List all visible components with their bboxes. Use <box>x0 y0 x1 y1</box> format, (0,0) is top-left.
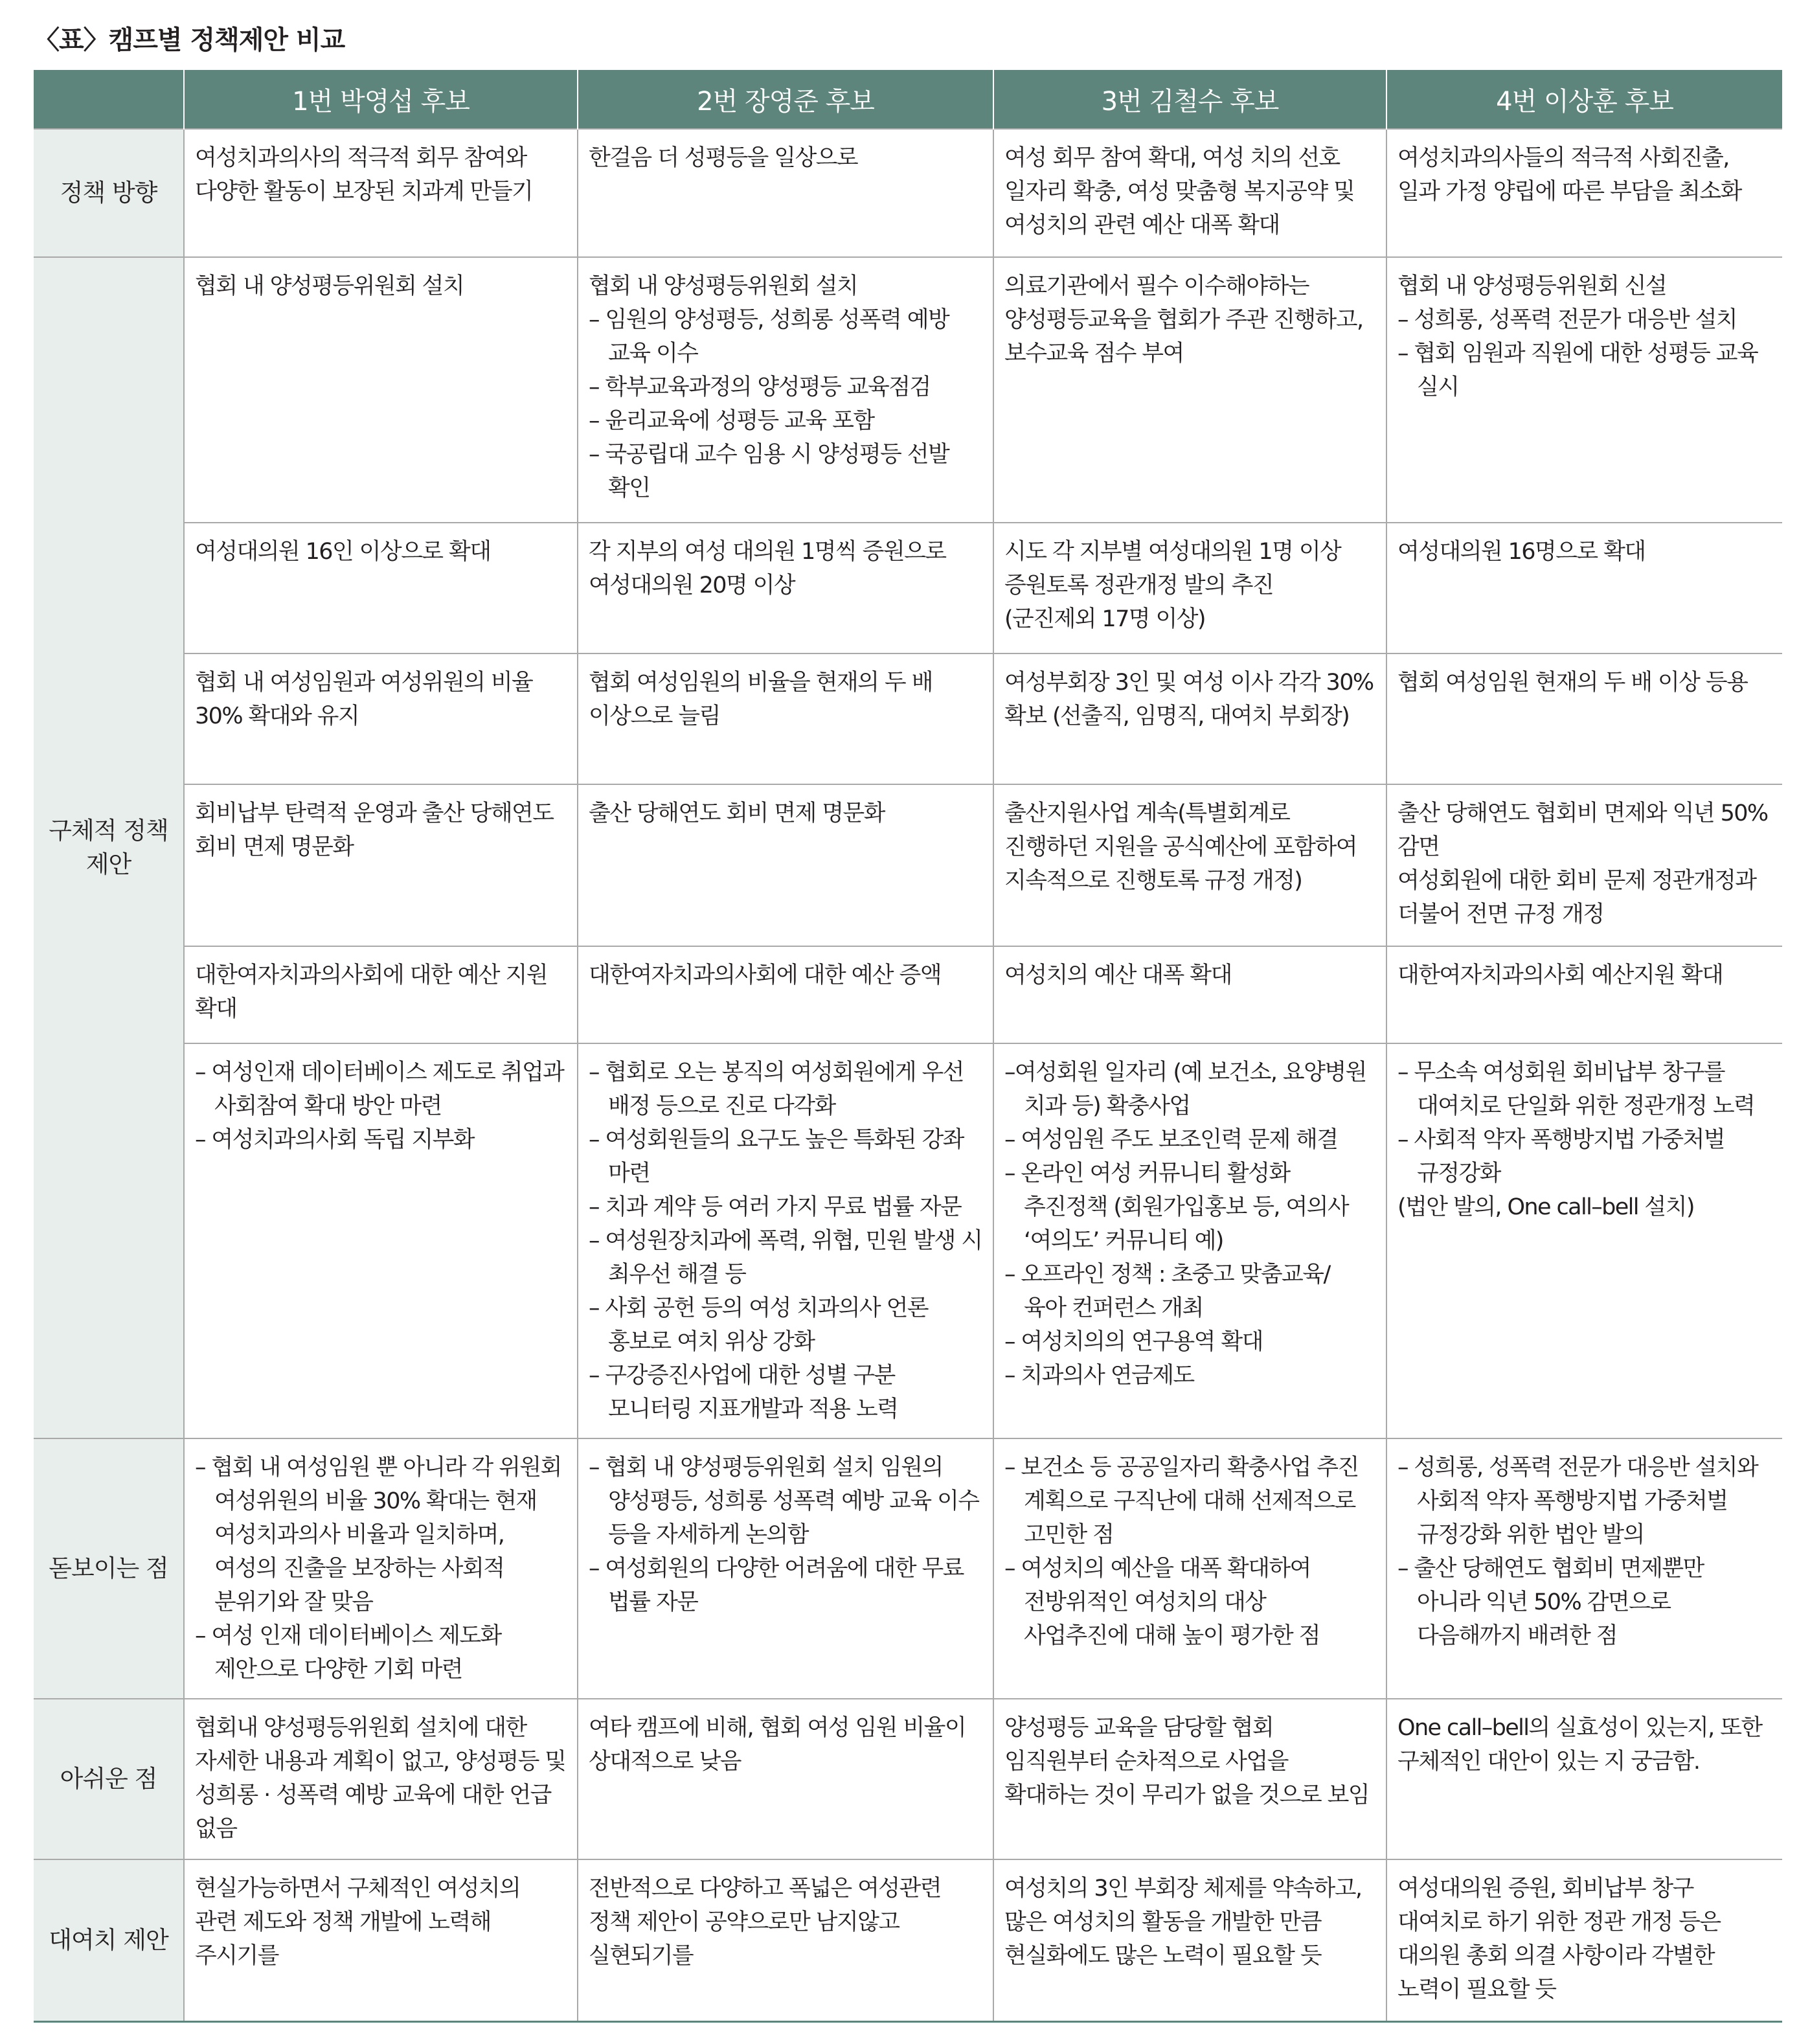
table-row <box>34 784 1782 946</box>
cell-text: 대한여자치과의사회에 대한 예산 증액 <box>589 962 941 988</box>
table-row <box>34 1699 1782 1859</box>
row-header-text: 대여치 제안 <box>49 1925 168 1954</box>
cell-text: – 치과 계약 등 여러 가지 무료 법률 자문 <box>589 1194 962 1220</box>
cell-text: 여성대의원 16명으로 확대 <box>1397 539 1646 565</box>
cell-text: – 여성회원의 다양한 어려움에 대한 무료 법률 자문 <box>589 1556 964 1615</box>
cell-text: – 여성 인재 데이터베이스 제도화 제안으로 다양한 기회 마련 <box>195 1623 501 1683</box>
cell-candidate-4 <box>1386 1438 1782 1699</box>
cell-text: 협회내 양성평등위원회 설치에 대한 자세한 내용과 계획이 없고, 양성평등 및 성희롱 · 성폭력 예방 교육에 대한 언급 없음 <box>195 1715 566 1842</box>
cell-text: – 여성치과의사회 독립 지부화 <box>195 1127 474 1153</box>
cell-text: – 성희롱, 성폭력 전문가 대응반 설치와 사회적 약자 폭행방지법 가중처벌 규정강화 위한 법안 발의 <box>1397 1455 1758 1548</box>
cell-text: – 사회적 약자 폭행방지법 가중처벌 규정강화 <box>1397 1127 1725 1187</box>
cell-text: 협회 내 양성평등위원회 신설 <box>1397 273 1667 299</box>
cell-text: 협회 내 여성임원과 여성위원의 비율 30% 확대와 유지 <box>195 670 533 729</box>
cell-candidate-4 <box>1386 1043 1782 1438</box>
cell-text: – 여성회원들의 요구도 높은 특화된 강좌 마련 <box>589 1127 964 1187</box>
cell-text: – 협회 임원과 직원에 대한 성평등 교육 실시 <box>1397 341 1758 400</box>
cell-text: – 여성임원 주도 보조인력 문제 해결 <box>1004 1127 1338 1153</box>
cell-text: 현실가능하면서 구체적인 여성치의 관련 제도와 정책 개발에 노력해 주시기를 <box>195 1876 521 1969</box>
cell-candidate-3 <box>993 1043 1386 1438</box>
cell-text: 여타 캠프에 비해, 협회 여성 임원 비율이 상대적으로 낮음 <box>589 1715 966 1775</box>
cell-text: One call–bell의 실효성이 있는지, 또한 구체적인 대안이 있는 지 궁금함. <box>1397 1715 1762 1775</box>
row-header <box>34 1699 184 1859</box>
cell-candidate-3 <box>993 1438 1386 1699</box>
cell-candidate-3 <box>993 784 1386 946</box>
cell-candidate-1 <box>184 257 578 523</box>
cell-candidate-4 <box>1386 1859 1782 2021</box>
cell-text: 협회 내 양성평등위원회 설치 <box>589 273 858 299</box>
cell-text: 여성회원에 대한 회비 문제 정관개정과 더불어 전면 규정 개정 <box>1397 868 1756 927</box>
cell-text: – 여성인재 데이터베이스 제도로 취업과 사회참여 확대 방안 마련 <box>195 1060 564 1119</box>
cell-candidate-3 <box>993 653 1386 784</box>
cell-candidate-4 <box>1386 1699 1782 1859</box>
cell-candidate-2 <box>578 1438 993 1699</box>
cell-text: – 치과의사 연금제도 <box>1004 1363 1194 1389</box>
cell-text: 대한여자치과의사회 예산지원 확대 <box>1397 962 1723 988</box>
header-candidate-3: 3번 김철수 후보 <box>993 70 1386 129</box>
cell-candidate-3 <box>993 129 1386 257</box>
cell-text: 전반적으로 다양하고 폭넓은 여성관련 정책 제안이 공약으로만 남지않고 실현되기를 <box>589 1876 941 1969</box>
cell-text: – 성희롱, 성폭력 전문가 대응반 설치 <box>1397 307 1737 333</box>
cell-text: 한걸음 더 성평등을 일상으로 <box>589 145 858 171</box>
header-corner <box>34 70 184 129</box>
cell-candidate-2 <box>578 784 993 946</box>
header-candidate-1: 1번 박영섭 후보 <box>184 70 578 129</box>
cell-text: 회비납부 탄력적 운영과 출산 당해연도 회비 면제 명문화 <box>195 801 554 860</box>
cell-candidate-3 <box>993 523 1386 653</box>
cell-text: – 무소속 여성회원 회비납부 창구를 대여치로 단일화 위한 정관개정 노력 <box>1397 1060 1755 1119</box>
cell-text: –여성회원 일자리 (예 보건소, 요양병원 치과 등) 확충사업 <box>1004 1060 1366 1119</box>
cell-text: 협회 여성임원의 비율을 현재의 두 배 이상으로 늘림 <box>589 670 933 729</box>
row-header-text: 아쉬운 점 <box>60 1765 157 1793</box>
cell-candidate-1 <box>184 1438 578 1699</box>
cell-text: – 여성치의의 연구용역 확대 <box>1004 1329 1263 1355</box>
cell-text: – 여성원장치과에 폭력, 위협, 민원 발생 시 최우선 해결 등 <box>589 1228 982 1288</box>
cell-candidate-3 <box>993 257 1386 523</box>
cell-candidate-1 <box>184 946 578 1043</box>
cell-text: – 학부교육과정의 양성평등 교육점검 <box>589 374 931 400</box>
cell-candidate-1 <box>184 129 578 257</box>
cell-candidate-1 <box>184 784 578 946</box>
cell-text: 각 지부의 여성 대의원 1명씩 증원으로 여성대의원 20명 이상 <box>589 539 946 598</box>
cell-text: – 윤리교육에 성평등 교육 포함 <box>589 408 874 434</box>
table-row <box>34 946 1782 1043</box>
header-candidate-4: 4번 이상훈 후보 <box>1386 70 1782 129</box>
row-header <box>34 129 184 257</box>
table-header-row <box>34 70 1782 129</box>
cell-text: – 협회 내 여성임원 뿐 아니라 각 위원회 여성위원의 비율 30% 확대는 현재 여성치과의사 비율과 일치하며, 여성의 진출을 보장하는 사회적 분위기와 잘 맞음 <box>195 1455 561 1615</box>
cell-text: 여성 회무 참여 확대, 여성 치의 선호 일자리 확충, 여성 맞춤형 복지공약 및 여성치의 관련 예산 대폭 확대 <box>1004 145 1355 238</box>
cell-candidate-1 <box>184 1043 578 1438</box>
cell-candidate-4 <box>1386 946 1782 1043</box>
cell-candidate-3 <box>993 1859 1386 2021</box>
cell-text: – 협회 내 양성평등위원회 설치 임원의 양성평등, 성희롱 성폭력 예방 교육 이수 등을 자세하게 논의함 <box>589 1455 979 1548</box>
cell-candidate-4 <box>1386 257 1782 523</box>
cell-text: 대한여자치과의사회에 대한 예산 지원 확대 <box>195 962 547 1022</box>
table-row <box>34 257 1782 523</box>
table-row <box>34 523 1782 653</box>
row-header-text: 제안 <box>85 850 131 878</box>
cell-candidate-4 <box>1386 129 1782 257</box>
cell-text: – 국공립대 교수 임용 시 양성평등 선발 확인 <box>589 442 949 501</box>
cell-candidate-2 <box>578 523 993 653</box>
cell-text: 협회 내 양성평등위원회 설치 <box>195 273 464 299</box>
cell-text: 출산지원사업 계속(특별회계로 진행하던 지원을 공식예산에 포함하여 지속적으로 진행토록 규정 개정) <box>1004 801 1357 894</box>
table-row <box>34 1043 1782 1438</box>
cell-candidate-3 <box>993 1699 1386 1859</box>
cell-text: 협회 여성임원 현재의 두 배 이상 등용 <box>1397 670 1748 696</box>
cell-text: (군진제외 17명 이상) <box>1004 606 1205 632</box>
cell-text: 여성치의 예산 대폭 확대 <box>1004 962 1232 988</box>
row-header <box>34 1859 184 2021</box>
cell-text: – 여성치의 예산을 대폭 확대하여 전방위적인 여성치의 대상 사업추진에 대해 높이 평가한 점 <box>1004 1556 1320 1649</box>
cell-candidate-4 <box>1386 653 1782 784</box>
cell-candidate-2 <box>578 653 993 784</box>
page-title: 〈표〉캠프별 정책제안 비교 <box>34 25 345 55</box>
cell-candidate-2 <box>578 946 993 1043</box>
cell-candidate-2 <box>578 1699 993 1859</box>
cell-text: 여성부회장 3인 및 여성 이사 각각 30% 확보 (선출직, 임명직, 대여치 부회장) <box>1004 670 1374 729</box>
cell-text: 여성치과의사의 적극적 회무 참여와 다양한 활동이 보장된 치과계 만들기 <box>195 145 533 205</box>
cell-text: 여성치과의사들의 적극적 사회진출, 일과 가정 양립에 따른 부담을 최소화 <box>1397 145 1741 205</box>
cell-candidate-1 <box>184 523 578 653</box>
row-header-text: 정책 방향 <box>60 179 157 207</box>
row-header-text: 돋보이는 점 <box>49 1554 168 1582</box>
table-body <box>34 129 1782 2021</box>
cell-candidate-4 <box>1386 523 1782 653</box>
cell-candidate-2 <box>578 1043 993 1438</box>
cell-text: – 온라인 여성 커뮤니티 활성화 추진정책 (회원가입홍보 등, 여의사 ‘여의도’ 커뮤니티 예) <box>1004 1161 1349 1254</box>
cell-text: – 임원의 양성평등, 성희롱 성폭력 예방 교육 이수 <box>589 307 949 367</box>
cell-candidate-1 <box>184 1859 578 2021</box>
cell-text: – 사회 공헌 등의 여성 치과의사 언론 홍보로 여치 위상 강화 <box>589 1295 928 1355</box>
cell-candidate-1 <box>184 1699 578 1859</box>
cell-text: 시도 각 지부별 여성대의원 1명 이상 증원토록 정관개정 발의 추진 <box>1004 539 1341 598</box>
cell-text: – 협회로 오는 봉직의 여성회원에게 우선 배정 등으로 진로 다각화 <box>589 1060 964 1119</box>
cell-text: – 보건소 등 공공일자리 확충사업 추진 계획으로 구직난에 대해 선제적으로 고민한 점 <box>1004 1455 1359 1548</box>
table-row <box>34 1859 1782 2021</box>
row-header-text: 구체적 정책 <box>49 817 168 845</box>
table-row <box>34 653 1782 784</box>
row-header <box>34 257 184 1438</box>
cell-text: 양성평등 교육을 담당할 협회 임직원부터 순차적으로 사업을 확대하는 것이 무리가 없을 것으로 보임 <box>1004 1715 1369 1808</box>
cell-text: 의료기관에서 필수 이수해야하는 양성평등교육을 협회가 주관 진행하고, 보수교육 점수 부여 <box>1004 273 1363 367</box>
cell-text: – 구강증진사업에 대한 성별 구분 모니터링 지표개발과 적용 노력 <box>589 1363 898 1422</box>
cell-candidate-3 <box>993 946 1386 1043</box>
cell-text: – 출산 당해연도 협회비 면제뿐만 아니라 익년 50% 감면으로 다음해까지 배려한 점 <box>1397 1556 1704 1649</box>
header-candidate-2: 2번 장영준 후보 <box>578 70 993 129</box>
cell-text: 여성대의원 증원, 회비납부 창구 대여치로 하기 위한 정관 개정 등은 대의원 총회 의결 사항이라 각별한 노력이 필요할 듯 <box>1397 1876 1721 2003</box>
table-row <box>34 129 1782 257</box>
cell-candidate-4 <box>1386 784 1782 946</box>
cell-text: 출산 당해연도 협회비 면제와 익년 50% 감면 <box>1397 801 1768 860</box>
cell-candidate-2 <box>578 257 993 523</box>
cell-text: 여성대의원 16인 이상으로 확대 <box>195 539 491 565</box>
cell-text: 여성치의 3인 부회장 체제를 약속하고, 많은 여성치의 활동을 개발한 만큼 현실화에도 많은 노력이 필요할 듯 <box>1004 1876 1362 1969</box>
cell-text: 출산 당해연도 회비 면제 명문화 <box>589 801 885 826</box>
cell-candidate-1 <box>184 653 578 784</box>
row-header <box>34 1438 184 1699</box>
cell-candidate-2 <box>578 1859 993 2021</box>
cell-text: (법안 발의, One call–bell 설치) <box>1397 1194 1694 1220</box>
comparison-table <box>34 70 1782 2023</box>
cell-text: – 오프라인 정책 : 초중고 맞춤교육/ 육아 컨퍼런스 개최 <box>1004 1262 1330 1321</box>
table-row <box>34 1438 1782 1699</box>
cell-candidate-2 <box>578 129 993 257</box>
